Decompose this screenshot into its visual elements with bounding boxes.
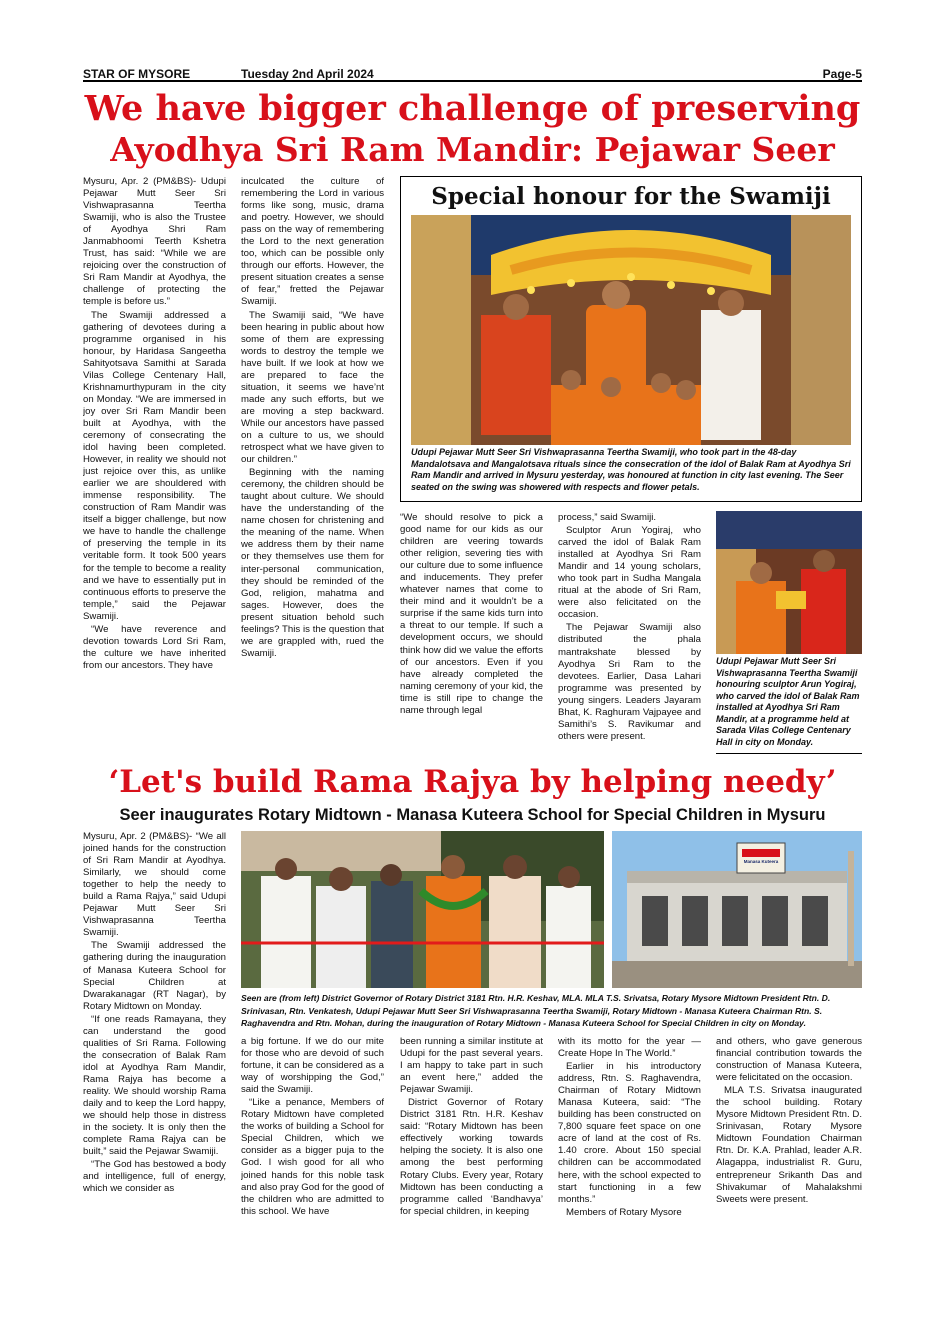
box-title: Special honour for the Swamiji — [431, 183, 831, 210]
caption-rule — [716, 753, 862, 754]
yogiraj-photo-caption: Udupi Pejawar Mutt Seer Sri Vishwaprasanna Teertha Swamiji honouring sculptor Arun Yogiraj, who carved the idol of Balak Ram installed at Ayodhya Sri Ram Mandir, at a programme held at Sarada Vilas College Centenary Hall in city on Monday. — [716, 656, 860, 747]
page-header — [83, 66, 862, 82]
yogiraj-honour-illustration — [716, 511, 862, 654]
story2-column-4 — [558, 1036, 701, 1257]
paragraph: The Swamiji addressed the gathering during the inauguration of Manasa Kuteera School for Special Children at Dwarakanagar (RT Nagar), by Rotary Midtown on Monday. — [83, 940, 226, 1012]
issue-date: Tuesday 2nd April 2024 — [241, 67, 374, 81]
paragraph: Beginning with the naming ceremony, the children should be taught about culture. We should have the understanding of the name chosen for christening and the meaning of the name. When we address them by their name or they themselves use them for inter-personal communication, they should be reminded of the God, religion, mahatma and sages. However, does the present situation behold such feelings? This is the question that we are grappled with, rued the Swamiji. — [241, 467, 384, 659]
paragraph: with its motto for the year — Create Hope In The World.” — [558, 1036, 701, 1060]
paragraph: a big fortune. If we do our mite for those who are devoid of such fortune, it can be considered as a way of worshipping the God,” said the Swamiji. — [241, 1036, 384, 1096]
school-building-photo — [612, 831, 862, 988]
paragraph: Mysuru, Apr. 2 (PM&BS)- Udupi Pejawar Mutt Seer Sri Vishwaprasanna Teertha Swamiji, who is also the Trustee of Ayodhya Shri Ram Janmabhoomi Teerth Kshetra Trust, has said: “While we are rejoicing over the construction of Sri Ram Mandir at Ayodhya, the challenge of protecting the temple is before us.” — [83, 176, 226, 308]
paragraph: “If one reads Ramayana, they can understand the good qualities of Sri Rama. Following the consecration of Balak Ram idol at Ayodhya Ram Mandir, Rama Rajya has become a reality. We should worship Rama daily and to keep the Lord happy, we should help those in distress in the society. It is only then the complete Rama Rajya can be built,” said the Pejawar Swamiji. — [83, 1013, 226, 1158]
school-sign-text: Manasa Kuteera — [743, 859, 779, 864]
story2-column-1 — [83, 831, 226, 1257]
paragraph: Members of Rotary Mysore — [566, 1206, 682, 1218]
paragraph: The Swamiji addressed a gathering of devotees during a programme organised in his honour, by Haridasa Sangeetha Sahityotsava Samithi at Sarada Vilas College Centenary Hall, Krishnamurthypuram in the city on Monday. “We are immersed in joy over Sri Ram Mandir been built at Ayodhya, with the ceremony of consecrating the idol having been completed. However, in reality we should not just rejoice over this, as unlike earlier we are shouldered with immense responsibility. The construction of Ram Mandir was itself a bigger challenge, but now we have to handle the challenge of preserving the temple in its veritable form. It took 500 years for the temple to become a reality and we have to essentially put in continuous efforts to preserve the temple,” said the Pejawar Swamiji. — [83, 309, 226, 622]
paragraph: Mysuru, Apr. 2 (PM&BS)- “We all joined hands for the construction of Sri Ram Mandir at Ayodhya. Similarly, we should come together to help the needy to build a Rama Rajya,” said Udupi Pejawar Mutt Seer Sri Vishwaprasanna Teertha Swamiji. — [83, 831, 226, 939]
paragraph: The Swamiji said, “We have been hearing in public about how some of them are expressing words to destroy the temple we have built. If we look at how we are prepared to face the situation, it seems we have’nt made any such efforts, but we are moving a step backward. While our ancestors have passed on a culture to us, we should retrospect what we have given to our children.” — [241, 309, 384, 466]
story2-column-5 — [716, 1036, 862, 1257]
page-number: Page-5 — [822, 67, 862, 81]
paragraph: “Like a penance, Members of Rotary Midtown have completed the works of building a School for Special Children, which we consider as a bigger puja to the God. I wish good for all who joined hands for this noble task and also pray God for the good of the children who are admitted to this school. We have — [241, 1097, 384, 1217]
paragraph: District Governor of Rotary District 3181 Rtn. H.R. Keshav said: “Rotary Midtown has been effectively working towards helping the society. It is also one among the best performing Rotary Clubs. Every year, Rotary Midtown has been conducting a programme called ‘Bandhavya’ for special children, in keeping — [400, 1097, 543, 1217]
school-building-illustration — [612, 831, 862, 988]
paragraph: MLA T.S. Srivatsa inaugurated the school building. Rotary Mysore Midtown President Rtn. D. Srinivasan, Rotary Mysore Midtown Foundation Chairman Rtn. Dr. K.A. Prahlad, leader A.R. Alagappa, industrialist R. Guru, entrepreneur Srikanth Das and Shivakumar of Mahalakshmi Sweets were present. — [716, 1085, 862, 1205]
story1-column-4 — [558, 512, 701, 757]
paragraph: Earlier in his introductory address, Rtn. S. Raghavendra, Chairman of Rotary Midtown Manasa Kuteera, said: “The building has been constructed on 7,800 square feet space on one acre of land at the cost of Rs. 1.40 crore. About 150 special children can be accommodated here, with the school expected to start functioning in a few months.” — [558, 1061, 701, 1205]
story1-column-3 — [400, 512, 543, 757]
ribbon-cutting-illustration — [241, 831, 604, 988]
swamiji-honour-photo — [411, 215, 851, 445]
honour-photo-caption: Udupi Pejawar Mutt Seer Sri Vishwaprasanna Teertha Swamiji, who took part in the 48-day Mandalotsava and Mangalotsava rituals since the consecration of the idol of Balak Ram at Ayodhya Sri Ram Mandir and arrived in Mysuru yesterday, was honoured at function in city last evening. The Seer seated on the swing was showered with respects and flower petals. — [411, 447, 851, 492]
story1-headline-line2: Ayodhya Sri Ram Mandir: Pejawar Seer — [110, 130, 835, 169]
paragraph: The Pejawar Swamiji also distributed the phala mantrakshate blessed by Ayodhya Sri Ram to the devotees. Earlier, Dasa Lahari programme was presented by young singers. Leaders Jayaram Bhat, K. Raghuram Vajpayee and Samithi’s S. Ravikumar and others were present. — [558, 622, 701, 742]
story1-column-2 — [241, 176, 384, 756]
story1-column-1 — [83, 176, 226, 756]
paragraph: “The God has bestowed a body and intelligence, full of energy, which we consider as — [83, 1159, 226, 1195]
special-honour-box — [400, 176, 862, 502]
story2-column-3 — [400, 1036, 543, 1257]
paragraph: and others, who gave generous financial contribution towards the construction of Manasa Kuteera, were felicitated on the occasion. — [716, 1036, 862, 1084]
swamiji-honour-illustration — [411, 215, 851, 445]
inauguration-photo — [241, 831, 604, 988]
arun-yogiraj-photo — [716, 511, 862, 654]
inauguration-photo-caption: Seen are (from left) District Governor of Rotary District 3181 Rtn. H.R. Keshav, MLA. MLA T.S. Srivatsa, Rotary Mysore Midtown President Rtn. D. Srinivasan, Rtn. Venkatesh, Udupi Pejawar Mutt Seer Sri Vishwaprasanna Teertha Swamiji, Rotary Midtown - Manasa Kuteera Chairman Rtn. S. Raghavendra and Rtn. Mohan, during the inauguration of Rotary Midtown - Manasa Kuteera School for Special Children in city on Monday. — [241, 993, 831, 1028]
paragraph: Sculptor Arun Yogiraj, who carved the idol of Balak Ram installed at Ayodhya Sri Ram Mandir and 14 young scholars, who took part in Sudha Mangala ritual at the abode of Sri Ram, were also felicitated on the occasion. — [558, 525, 701, 621]
newspaper-name: STAR OF MYSORE — [83, 67, 191, 81]
paragraph: inculcated the culture of remembering the Lord in various forms like song, music, drama and poetry. However, we should pass on the way of remembering the Lord to the next generation too, which can be possible only through our efforts. However, the present situation creates a sense of fear,” fretted the Pejawar Swamiji. — [241, 176, 384, 308]
paragraph: been running a similar institute at Udupi for the past several years. I am happy to take part in such an event here,” added the Pejawar Swamiji. — [400, 1036, 543, 1096]
story1-headline-line1: We have bigger challenge of preserving — [84, 88, 861, 129]
story2-column-2 — [241, 1036, 384, 1257]
story2-subheadline: Seer inaugurates Rotary Midtown - Manasa Kuteera School for Special Children in Mysuru — [119, 806, 826, 824]
paragraph: process,” said Swamiji. — [558, 512, 657, 523]
story2-headline: ‘Let's build Rama Rajya by helping needy’ — [108, 764, 837, 800]
paragraph: “We should resolve to pick a good name for our kids as our children are veering towards other religion, severing ties with our culture due to some influence and inducements. They prefer whatever names that come to their mind and it wouldn’t be a surprise if the same kids turn into a threat to our temple. If such a development occurs, we should think how did we value the efforts of our ancestors. Even if you have already completed the naming ceremony of your kid, the time is still ripe to change the name through legal — [400, 512, 543, 716]
paragraph: “We have reverence and devotion towards Lord Sri Ram, the culture we have inherited from our ancestors. They have — [83, 623, 226, 671]
